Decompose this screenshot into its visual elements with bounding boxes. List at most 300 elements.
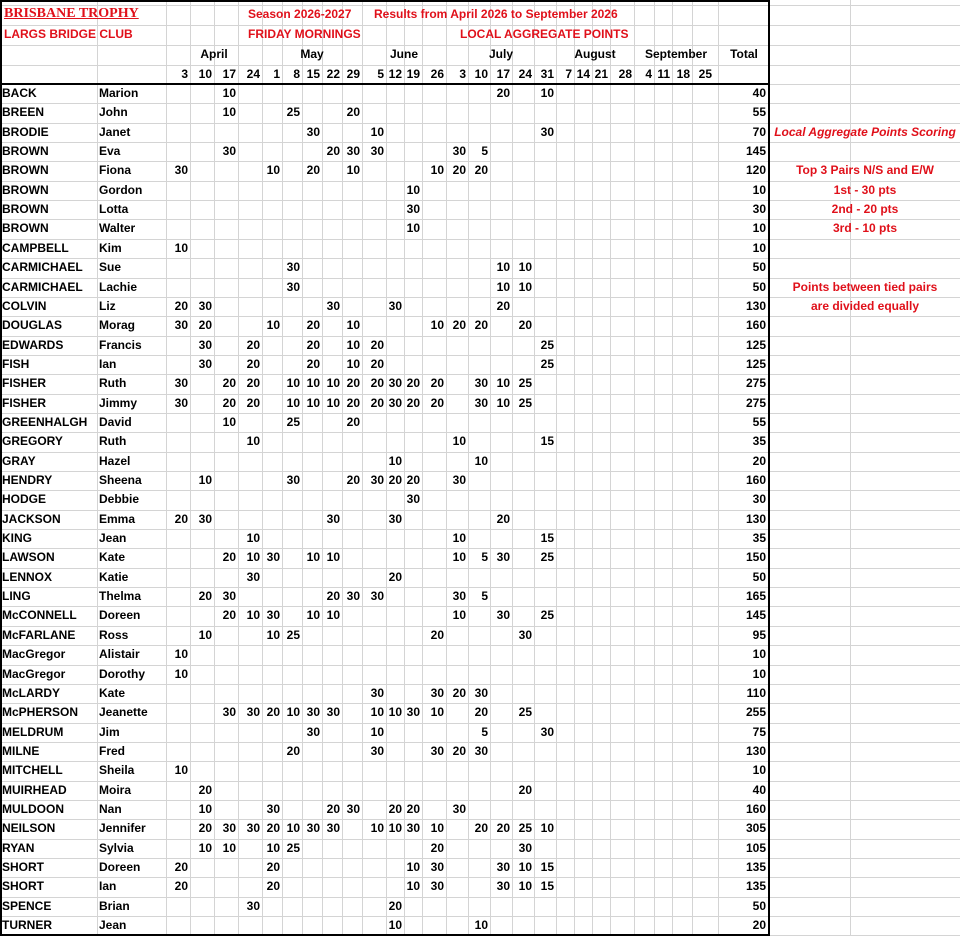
month-header-september: September — [644, 47, 708, 61]
score-cell: 30 — [518, 627, 532, 642]
score-cell: 30 — [266, 801, 280, 816]
score-cell: 20 — [266, 879, 280, 894]
player-first-name: Kim — [99, 240, 122, 255]
player-total: 50 — [752, 279, 766, 294]
column-gridline — [238, 0, 239, 936]
score-cell: 30 — [306, 124, 320, 139]
score-cell: 10 — [306, 550, 320, 565]
player-last-name: GREENHALGH — [2, 414, 88, 429]
score-cell: 20 — [474, 318, 488, 333]
score-cell: 30 — [246, 705, 260, 720]
player-total: 305 — [745, 821, 766, 836]
date-header: 26 — [430, 67, 444, 81]
score-cell: 20 — [306, 163, 320, 178]
score-cell: 30 — [198, 511, 212, 526]
score-cell: 20 — [452, 685, 466, 700]
month-header-july: July — [488, 47, 513, 61]
score-cell: 30 — [430, 860, 444, 874]
date-header: 17 — [222, 67, 236, 81]
column-gridline — [634, 0, 635, 936]
player-total: 130 — [745, 743, 766, 758]
player-total: 160 — [745, 318, 766, 333]
score-cell: 30 — [474, 743, 488, 758]
score-cell: 30 — [370, 473, 384, 487]
player-first-name: Jean — [99, 531, 127, 546]
player-first-name: Kate — [99, 685, 126, 700]
date-header: 24 — [246, 67, 260, 81]
club-name: LARGS BRIDGE CLUB — [4, 27, 133, 41]
score-cell: 30 — [306, 705, 320, 720]
player-last-name: MULDOON — [2, 801, 64, 816]
score-cell: 10 — [198, 801, 212, 816]
column-gridline — [490, 0, 491, 936]
score-cell: 20 — [246, 376, 260, 391]
player-last-name: HODGE — [2, 492, 47, 507]
score-cell: 30 — [496, 860, 510, 874]
player-total: 75 — [752, 724, 766, 739]
player-first-name: Debbie — [99, 492, 140, 507]
column-gridline — [574, 0, 575, 936]
player-last-name: MacGregor — [2, 647, 66, 662]
column-gridline — [446, 0, 447, 936]
page-title: BRISBANE TROPHY — [4, 6, 139, 21]
player-total: 160 — [745, 801, 766, 816]
score-cell: 10 — [430, 163, 444, 178]
player-last-name: LAWSON — [2, 550, 55, 565]
player-first-name: Eva — [99, 144, 121, 159]
score-cell: 10 — [452, 531, 466, 546]
score-cell: 20 — [246, 395, 260, 410]
score-cell: 10 — [198, 840, 212, 855]
score-cell: 10 — [430, 318, 444, 333]
player-last-name: CARMICHAEL — [2, 279, 83, 294]
player-last-name: JACKSON — [2, 511, 61, 526]
score-cell: 25 — [286, 627, 300, 642]
player-first-name: Kate — [99, 550, 126, 565]
score-cell: 30 — [406, 705, 420, 720]
player-last-name: MUIRHEAD — [2, 782, 67, 797]
score-cell: 20 — [346, 376, 360, 391]
score-cell: 10 — [222, 414, 236, 429]
player-first-name: Doreen — [99, 608, 141, 623]
player-last-name: BROWN — [2, 182, 49, 197]
player-first-name: Fred — [99, 743, 126, 758]
player-first-name: Ian — [99, 879, 117, 894]
score-cell: 30 — [496, 879, 510, 894]
player-last-name: GREGORY — [2, 434, 63, 449]
score-cell: 5 — [481, 589, 488, 604]
score-cell: 30 — [198, 337, 212, 352]
score-cell: 25 — [518, 376, 532, 391]
score-cell: 30 — [406, 821, 420, 836]
score-cell: 10 — [306, 395, 320, 410]
player-total: 50 — [752, 569, 766, 584]
score-cell: 10 — [326, 395, 340, 410]
score-cell: 20 — [174, 298, 188, 313]
column-gridline — [556, 0, 557, 936]
score-cell: 30 — [222, 589, 236, 604]
score-cell: 30 — [452, 589, 466, 604]
player-last-name: FISH — [2, 356, 30, 371]
score-cell: 20 — [370, 356, 384, 371]
score-cell: 10 — [246, 608, 260, 623]
scoring-note: are divided equally — [810, 298, 920, 313]
score-cell: 10 — [246, 550, 260, 565]
score-cell: 25 — [286, 414, 300, 429]
player-total: 35 — [752, 531, 766, 546]
season-label: Season 2026-2027 — [248, 7, 352, 21]
score-cell: 10 — [388, 821, 402, 836]
column-gridline — [166, 0, 167, 936]
player-first-name: Francis — [99, 337, 142, 352]
session-label: FRIDAY MORNINGS — [248, 27, 361, 41]
player-last-name: MILNE — [2, 743, 40, 758]
player-total: 10 — [752, 221, 766, 236]
score-cell: 15 — [540, 879, 554, 894]
score-cell: 10 — [406, 221, 420, 236]
score-cell: 20 — [346, 105, 360, 120]
player-total: 55 — [752, 105, 766, 120]
score-cell: 10 — [286, 821, 300, 836]
score-cell: 10 — [346, 337, 360, 352]
score-cell: 10 — [286, 705, 300, 720]
score-cell: 25 — [518, 395, 532, 410]
player-last-name: RYAN — [2, 840, 35, 855]
score-cell: 20 — [388, 898, 402, 913]
player-first-name: Lotta — [99, 202, 129, 217]
date-header: 3 — [459, 67, 466, 81]
score-cell: 10 — [388, 453, 402, 468]
score-cell: 20 — [266, 705, 280, 720]
player-first-name: Ross — [99, 627, 129, 642]
score-cell: 20 — [326, 589, 340, 604]
score-cell: 25 — [540, 337, 554, 352]
results-range-label: Results from April 2026 to September 2026 — [374, 7, 618, 21]
score-cell: 20 — [474, 163, 488, 178]
score-cell: 20 — [222, 550, 236, 565]
player-first-name: Gordon — [99, 182, 143, 197]
score-cell: 10 — [388, 705, 402, 720]
player-first-name: Moira — [99, 782, 132, 797]
score-cell: 20 — [266, 860, 280, 874]
score-cell: 30 — [430, 743, 444, 758]
score-cell: 10 — [496, 376, 510, 391]
score-cell: 20 — [174, 511, 188, 526]
score-cell: 20 — [388, 801, 402, 816]
score-cell: 10 — [406, 879, 420, 894]
score-cell: 20 — [406, 395, 420, 410]
player-last-name: BROWN — [2, 144, 49, 159]
score-cell: 30 — [198, 356, 212, 371]
player-last-name: McCONNELL — [2, 608, 77, 623]
player-total: 130 — [745, 298, 766, 313]
player-total: 275 — [745, 376, 766, 391]
score-cell: 20 — [370, 337, 384, 352]
score-cell: 30 — [452, 144, 466, 159]
score-cell: 5 — [481, 724, 488, 739]
score-cell: 30 — [496, 550, 510, 565]
score-cell: 10 — [174, 240, 188, 255]
score-cell: 20 — [306, 318, 320, 333]
score-cell: 20 — [326, 144, 340, 159]
score-cell: 30 — [346, 144, 360, 159]
player-total: 10 — [752, 666, 766, 681]
score-cell: 30 — [174, 163, 188, 178]
score-cell: 30 — [326, 298, 340, 313]
player-total: 95 — [752, 627, 766, 642]
player-first-name: Jimmy — [99, 395, 138, 410]
score-cell: 10 — [266, 163, 280, 178]
player-first-name: Nan — [99, 801, 122, 816]
column-gridline — [672, 0, 673, 936]
score-cell: 15 — [540, 531, 554, 546]
score-cell: 10 — [406, 182, 420, 197]
player-first-name: Katie — [99, 569, 129, 584]
score-cell: 20 — [406, 801, 420, 816]
player-first-name: Ruth — [99, 434, 127, 449]
date-header: 14 — [576, 67, 590, 81]
date-header: 12 — [388, 67, 402, 81]
column-gridline — [342, 0, 343, 936]
player-first-name: Sylvia — [99, 840, 134, 855]
score-cell: 30 — [346, 589, 360, 604]
player-total: 110 — [746, 685, 766, 700]
score-cell: 30 — [266, 608, 280, 623]
score-cell: 20 — [326, 801, 340, 816]
player-first-name: Hazel — [99, 453, 131, 468]
player-total: 55 — [752, 414, 766, 429]
player-first-name: Jean — [99, 918, 127, 933]
column-gridline — [610, 0, 611, 936]
player-total: 105 — [745, 840, 766, 855]
score-cell: 10 — [286, 376, 300, 391]
score-cell: 20 — [174, 860, 188, 874]
player-last-name: LENNOX — [2, 569, 53, 584]
player-first-name: Lachie — [99, 279, 138, 294]
month-header-may: May — [300, 47, 324, 61]
score-cell: 10 — [346, 163, 360, 178]
score-cell: 20 — [246, 337, 260, 352]
date-header: 29 — [346, 67, 360, 81]
score-cell: 30 — [222, 705, 236, 720]
score-cell: 30 — [430, 879, 444, 894]
score-cell: 10 — [388, 918, 402, 933]
player-total: 10 — [752, 647, 766, 662]
player-last-name: McLARDY — [2, 685, 61, 700]
score-cell: 20 — [346, 414, 360, 429]
score-cell: 20 — [406, 473, 420, 487]
score-cell: 25 — [540, 608, 554, 623]
month-header-april: April — [200, 47, 228, 61]
score-cell: 10 — [222, 840, 236, 855]
score-cell: 10 — [326, 550, 340, 565]
column-gridline — [404, 0, 405, 936]
player-total: 10 — [752, 182, 766, 197]
score-cell: 10 — [346, 318, 360, 333]
player-first-name: Doreen — [99, 860, 141, 874]
player-last-name: KING — [2, 531, 32, 546]
date-header: 25 — [698, 67, 712, 81]
player-total: 120 — [745, 163, 766, 178]
month-header-august: August — [574, 47, 616, 61]
score-cell: 20 — [306, 337, 320, 352]
player-total: 255 — [745, 705, 766, 720]
player-last-name: BACK — [2, 86, 37, 100]
date-header: 24 — [518, 67, 532, 81]
date-header: 28 — [618, 67, 632, 81]
player-total: 20 — [752, 918, 766, 933]
score-cell: 20 — [518, 782, 532, 797]
player-total: 70 — [752, 124, 766, 139]
points-type-label: LOCAL AGGREGATE POINTS — [460, 27, 629, 41]
score-cell: 30 — [496, 608, 510, 623]
scoring-note: Top 3 Pairs N/S and E/W — [796, 163, 934, 178]
score-cell: 30 — [388, 511, 402, 526]
score-cell: 25 — [286, 840, 300, 855]
score-cell: 10 — [346, 356, 360, 371]
player-total: 275 — [745, 395, 766, 410]
score-cell: 30 — [286, 279, 300, 294]
score-cell: 30 — [326, 511, 340, 526]
player-last-name: FISHER — [2, 395, 47, 410]
score-cell: 30 — [452, 801, 466, 816]
player-last-name: DOUGLAS — [2, 318, 62, 333]
scoring-note: 1st - 30 pts — [833, 182, 897, 197]
player-first-name: Fiona — [99, 163, 131, 178]
score-cell: 20 — [474, 821, 488, 836]
score-cell: 30 — [306, 724, 320, 739]
score-cell: 20 — [246, 356, 260, 371]
player-first-name: Liz — [99, 298, 116, 313]
player-last-name: HENDRY — [2, 473, 53, 487]
player-last-name: SHORT — [2, 879, 44, 894]
score-cell: 10 — [222, 86, 236, 100]
score-cell: 10 — [518, 879, 532, 894]
score-cell: 20 — [496, 511, 510, 526]
score-cell: 10 — [474, 918, 488, 933]
player-first-name: Walter — [99, 221, 136, 236]
score-cell: 10 — [370, 821, 384, 836]
player-total: 125 — [745, 356, 766, 371]
score-cell: 30 — [474, 685, 488, 700]
score-cell: 30 — [370, 589, 384, 604]
player-total: 130 — [745, 511, 766, 526]
score-cell: 10 — [306, 608, 320, 623]
score-cell: 30 — [518, 840, 532, 855]
score-cell: 10 — [370, 124, 384, 139]
player-total: 30 — [752, 492, 766, 507]
score-cell: 30 — [388, 298, 402, 313]
player-last-name: BREEN — [2, 105, 45, 120]
column-gridline — [262, 0, 263, 936]
column-gridline — [282, 0, 283, 936]
score-cell: 20 — [496, 298, 510, 313]
player-total: 10 — [752, 763, 766, 778]
score-cell: 30 — [540, 724, 554, 739]
column-gridline — [322, 0, 323, 936]
score-cell: 10 — [326, 608, 340, 623]
score-cell: 30 — [286, 473, 300, 487]
scoring-note: 2nd - 20 pts — [831, 202, 899, 217]
score-cell: 10 — [518, 260, 532, 275]
score-cell: 20 — [198, 318, 212, 333]
score-cell: 10 — [222, 105, 236, 120]
score-cell: 30 — [174, 395, 188, 410]
score-cell: 10 — [518, 279, 532, 294]
date-header: 11 — [657, 67, 670, 81]
player-last-name: EDWARDS — [2, 337, 64, 352]
score-cell: 20 — [452, 318, 466, 333]
score-cell: 30 — [222, 144, 236, 159]
player-first-name: Ian — [99, 356, 117, 371]
score-cell: 20 — [222, 376, 236, 391]
scoring-note: Local Aggregate Points Scoring — [774, 124, 956, 139]
date-header: 17 — [496, 67, 510, 81]
player-first-name: Sheena — [99, 473, 142, 487]
score-cell: 10 — [286, 395, 300, 410]
score-cell: 25 — [540, 550, 554, 565]
player-last-name: FISHER — [2, 376, 47, 391]
score-cell: 10 — [496, 395, 510, 410]
player-first-name: Jennifer — [99, 821, 146, 836]
score-cell: 30 — [326, 821, 340, 836]
score-cell: 20 — [496, 821, 510, 836]
player-total: 165 — [745, 589, 766, 604]
score-cell: 20 — [452, 163, 466, 178]
date-header: 15 — [306, 67, 320, 81]
score-cell: 20 — [346, 473, 360, 487]
score-cell: 10 — [326, 376, 340, 391]
column-gridline — [692, 0, 693, 936]
player-last-name: LING — [2, 589, 31, 604]
score-cell: 10 — [370, 724, 384, 739]
player-first-name: John — [99, 105, 128, 120]
score-cell: 10 — [496, 260, 510, 275]
score-cell: 10 — [540, 86, 554, 100]
score-cell: 25 — [286, 105, 300, 120]
score-cell: 30 — [246, 821, 260, 836]
score-cell: 10 — [174, 763, 188, 778]
column-gridline — [422, 0, 423, 936]
player-total: 145 — [745, 608, 766, 623]
score-cell: 25 — [540, 356, 554, 371]
score-cell: 10 — [174, 647, 188, 662]
score-cell: 30 — [430, 685, 444, 700]
player-last-name: SHORT — [2, 860, 44, 874]
score-cell: 20 — [222, 395, 236, 410]
column-gridline — [214, 0, 215, 936]
score-cell: 10 — [246, 531, 260, 546]
player-last-name: BROWN — [2, 202, 49, 217]
player-first-name: Sheila — [99, 763, 135, 778]
score-cell: 20 — [370, 376, 384, 391]
player-total: 10 — [752, 240, 766, 255]
score-cell: 20 — [430, 395, 444, 410]
score-cell: 20 — [266, 821, 280, 836]
player-first-name: Jim — [99, 724, 120, 739]
score-cell: 30 — [174, 376, 188, 391]
player-total: 40 — [752, 86, 766, 100]
score-cell: 10 — [246, 434, 260, 449]
score-cell: 30 — [246, 569, 260, 584]
score-cell: 20 — [306, 356, 320, 371]
score-cell: 10 — [496, 279, 510, 294]
scoring-note: Points between tied pairs — [792, 279, 938, 294]
score-cell: 5 — [481, 550, 488, 565]
player-last-name: McFARLANE — [2, 627, 76, 642]
score-cell: 30 — [174, 318, 188, 333]
player-first-name: Morag — [99, 318, 135, 333]
